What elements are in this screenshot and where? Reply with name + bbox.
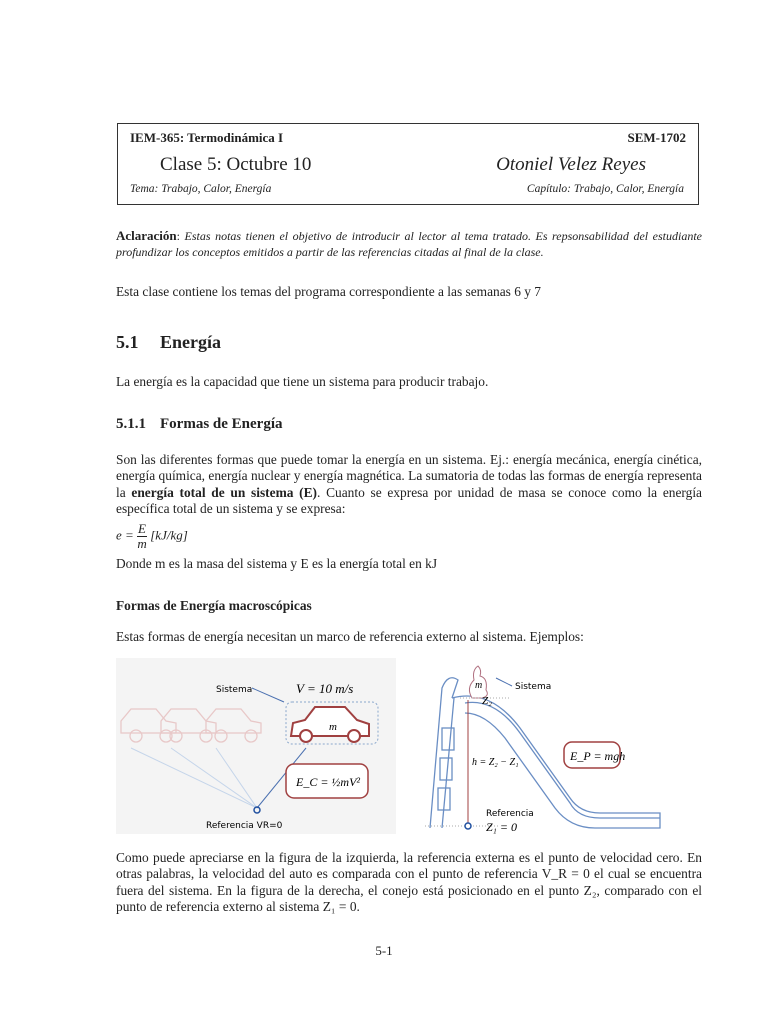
section-heading: 5.1 Energía — [116, 332, 221, 352]
height-label: h = Z₂ − Z₁ — [472, 757, 519, 768]
chapter: Capítulo: Trabajo, Calor, Energía — [526, 183, 684, 195]
header-box — [117, 123, 699, 205]
disclaimer-label: Aclaración — [116, 228, 177, 243]
z1-label: Z₁ = 0 — [486, 820, 517, 834]
subsection-heading: 5.1.1 Formas de Energía — [116, 416, 283, 432]
intro: Esta clase contiene los temas del programa correspondiente a las semanas 6 y 7 — [116, 284, 542, 299]
car-mass: m — [329, 721, 337, 733]
section-text: La energía es la capacidad que tiene un sistema para producir trabajo. — [116, 374, 489, 389]
reference-point-right — [465, 823, 471, 829]
z2-label: Z₂ — [482, 695, 492, 707]
potential-energy-figure — [420, 658, 705, 834]
kinetic-energy-formula: E_C = ½mV² — [296, 775, 361, 789]
sistema-label-right: Sistema — [515, 682, 552, 692]
course-title: IEM-365: Termodinámica I — [130, 130, 284, 145]
author: Otoniel Velez Reyes — [496, 154, 646, 175]
reference-label: Referencia VR=0 — [206, 821, 283, 831]
kinetic-energy-figure — [116, 658, 396, 834]
energy-equation: e = $\frac{E}{m}$ [kJ/kg] — [116, 521, 188, 551]
subsubsection-text: Estas formas de energía necesitan un marco de referencia externo al sistema. Ejemplos: — [116, 629, 584, 644]
donde-text: Donde m es la masa del sistema y E es la energía total en kJ — [116, 556, 438, 571]
subsubsection-heading: Formas de Energía macroscópicas — [116, 598, 312, 613]
reference-label-right: Referencia — [486, 809, 534, 819]
closing-paragraph: Como puede apreciarse en la figura de la izquierda, la referencia externa es el punto de velocidad cero. En otras palabras, la velocidad del auto es comparada con el punto de referencia V_R = 0 el cual se encuentra fuera del sistema. En la figura de la derecha, el conejo está posicionado en el punto Z₂, comparado con el punto de referencia externo al sistema Z₁ = 0. — [116, 850, 702, 914]
subsection-paragraph: Son las diferentes formas que puede tomar la energía en un sistema. Ej.: energía mecánica, energía cinética, energía química, energía nuclear y energía magnética. La sumatoria de todas las formas de energía representa la energía total de un sistema (E). Cuanto se expresa por unidad de masa se conoce como la energía específica total de un sistema y se expresa: — [116, 452, 702, 516]
potential-energy-formula: E_P = mgh — [570, 749, 626, 763]
disclaimer-text: Estas notas tienen el objetivo de introducir al lector al tema tratado. Es repsonsabilidad del estudiante profundizar los conceptos emitidos a partir de las referencias citadas al final de la clase. — [116, 229, 702, 259]
topic: Tema: Trabajo, Calor, Energía — [130, 183, 272, 195]
velocity-label: V = 10 m/s — [296, 681, 354, 696]
semester: SEM-1702 — [627, 130, 686, 145]
rabbit-mass: m — [475, 680, 483, 691]
slide-icon — [430, 678, 660, 828]
sistema-label: Sistema — [216, 685, 253, 695]
lecture-title: Clase 5: Octubre 10 — [160, 154, 312, 175]
page-number: 5-1 — [375, 943, 393, 958]
disclaimer: Aclaración: Estas notas tienen el objetivo de introducir al lector al tema tratado. Es repsonsabilidad del estudiante profundizar los conceptos emitidos a partir de las referencias citadas al final de la clase. — [116, 228, 702, 259]
